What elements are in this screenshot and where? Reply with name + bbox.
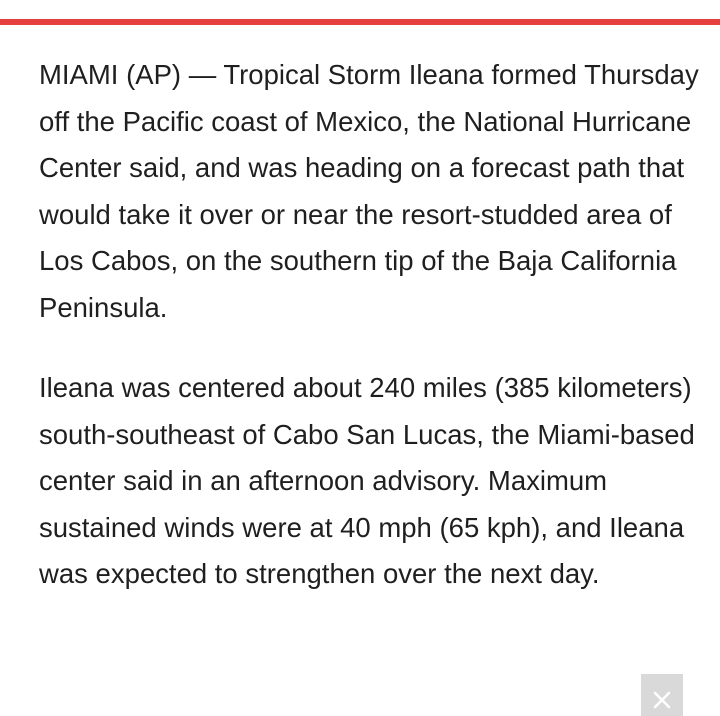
article-paragraph: Ileana was centered about 240 miles (385 kilometers) south-southeast of Cabo San Lucas, the Miami-based center said in an afternoon advisory. Maximum sustained winds were at 40 mph (65 kph), and Ileana was expected to strengthen over the next day. [39,372,695,589]
close-icon [651,689,673,711]
article-body [39,52,699,632]
article-paragraph: MIAMI (AP) — Tropical Storm Ileana formed Thursday off the Pacific coast of Mexico, the National Hurricane Center said, and was heading on a forecast path that would take it over or near the resort-studded area of Los Cabos, on the southern tip of the Baja California Peninsula. [39,59,699,323]
accent-bar [0,19,720,25]
close-ad-button[interactable] [641,674,683,716]
